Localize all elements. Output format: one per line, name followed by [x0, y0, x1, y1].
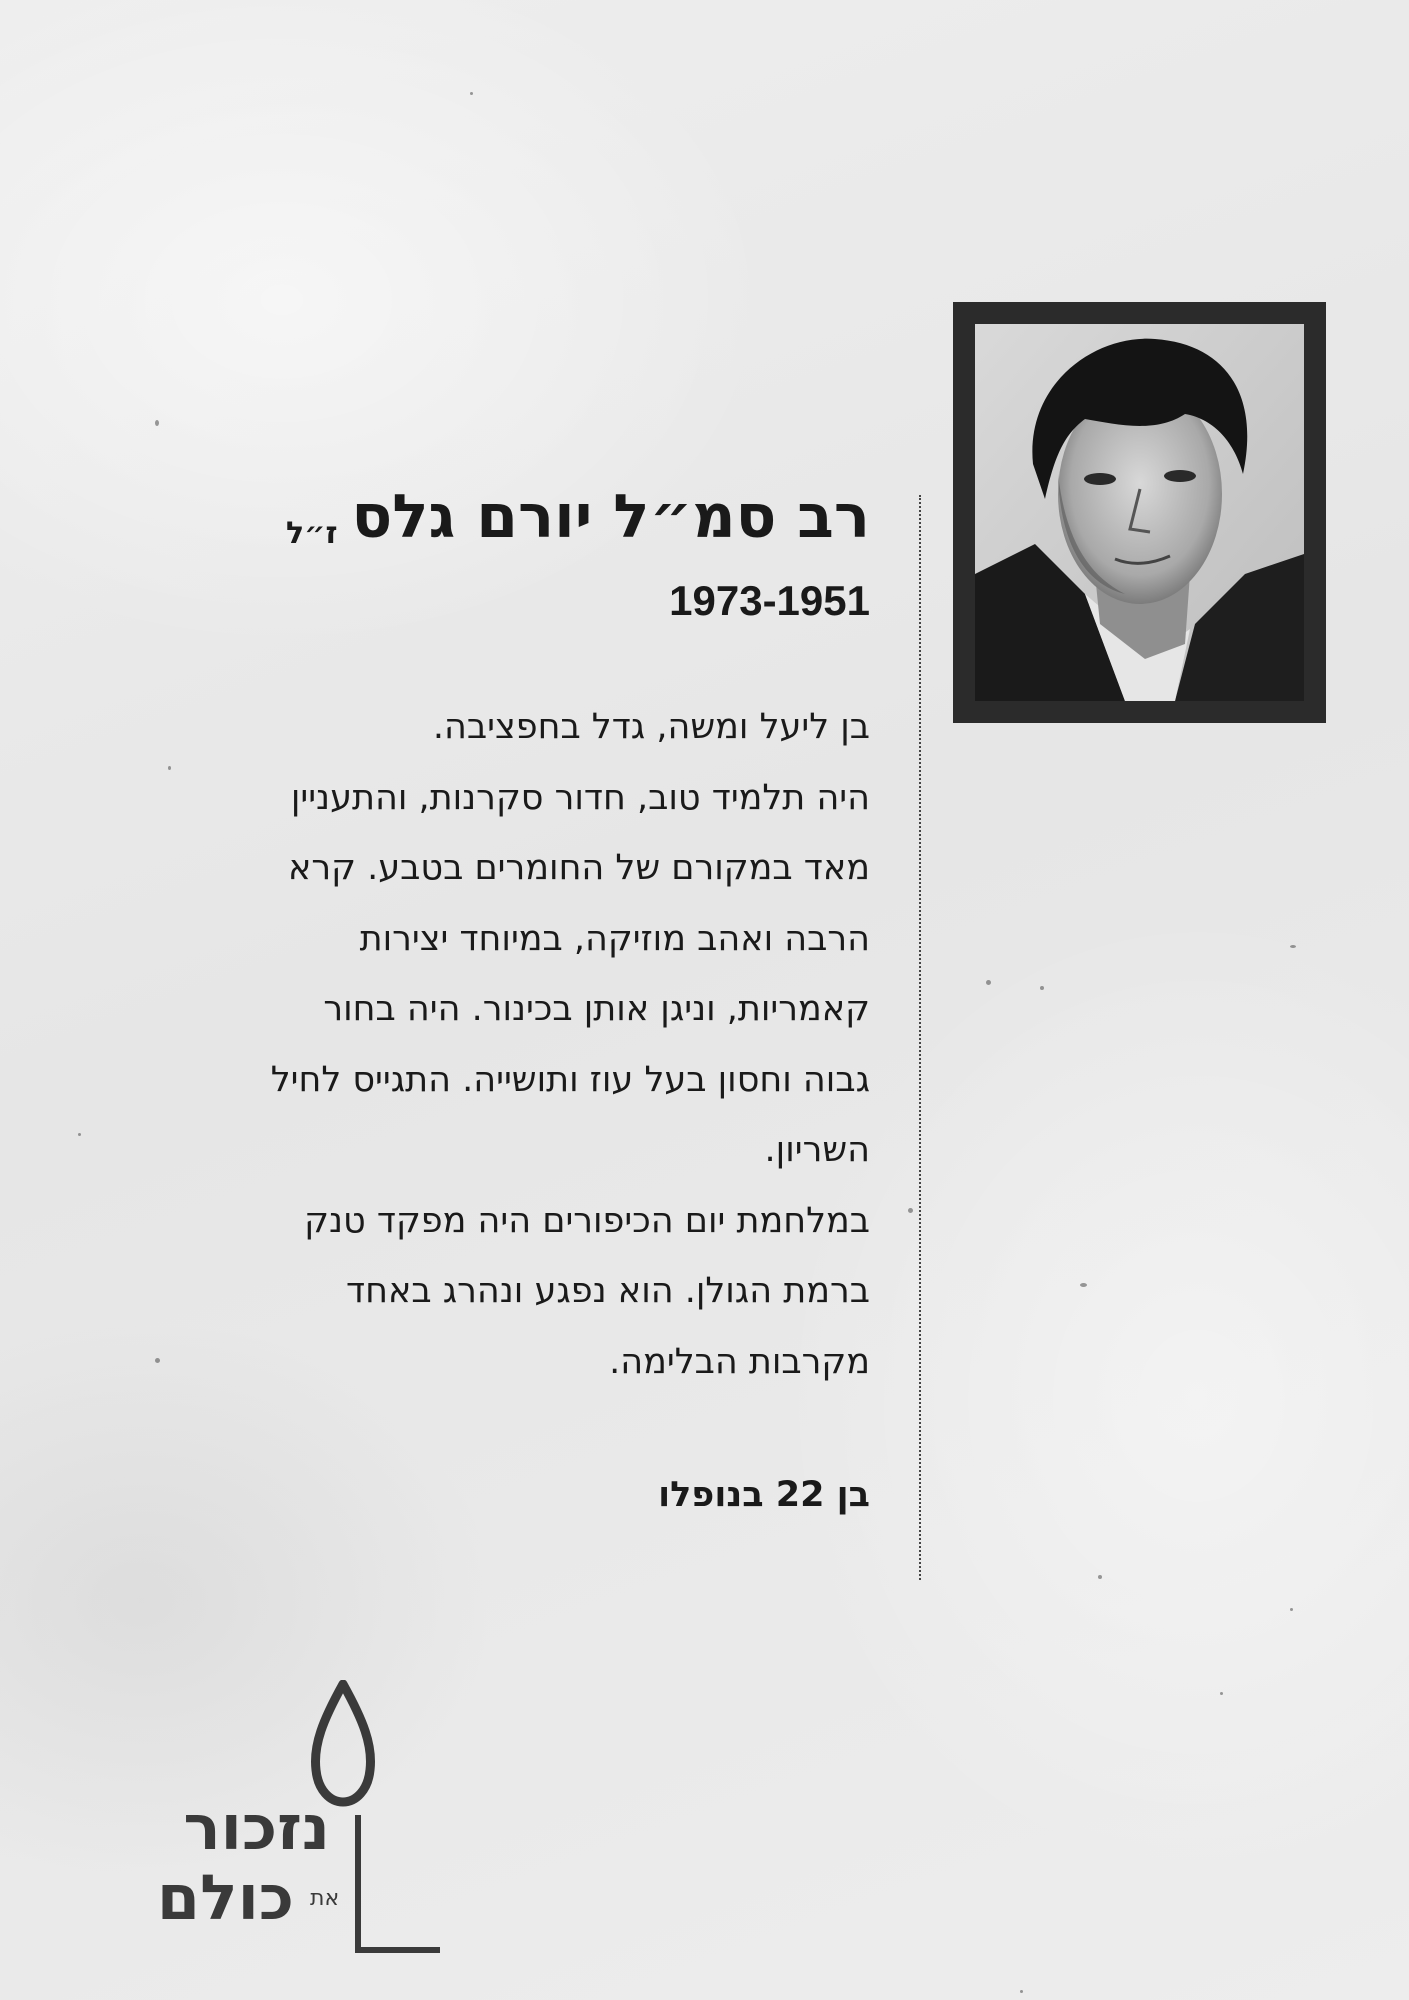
person-name-heading: [150, 482, 870, 569]
honorific-suffix: ז״ל: [286, 516, 338, 551]
bio-line: הרבה ואהב מוזיקה, במיוחד יצירות: [359, 918, 870, 959]
dotted-divider: [919, 495, 921, 1580]
bio-line: קאמריות, וניגן אותן בכינור. היה בחור: [323, 989, 870, 1029]
portrait-photo: [975, 324, 1304, 701]
life-years: 1973-1951: [669, 577, 870, 624]
bio-line: היה תלמיד טוב, חדור סקרנות, והתעניין: [290, 777, 870, 818]
bio-line: מקרבות הבלימה.: [609, 1341, 870, 1382]
logo-word-all: כולם: [156, 1861, 294, 1934]
bio-line: השריון.: [764, 1130, 870, 1170]
memorial-logo: [118, 1680, 458, 1960]
bio-line: במלחמת יום הכיפורים היה מפקד טנק: [304, 1200, 870, 1241]
bio-line: גבוה וחסון בעל עוז ותושייה. התגייס לחיל: [270, 1059, 870, 1100]
person-name: רב סמ״ל יורם גלס: [351, 482, 870, 552]
bio-line: ברמת הגולן. הוא נפגע ונהרג באחד: [346, 1271, 870, 1311]
portrait-frame: [953, 302, 1326, 723]
logo-word-et: את: [310, 1886, 340, 1911]
bio-line: בן ליעל ומשה, גדל בחפציבה.: [432, 707, 870, 747]
bio-line: מאד במקורם של החומרים בטבע. קרא: [288, 848, 870, 888]
age-at-death: בן 22 בנופלו: [658, 1475, 870, 1515]
logo-word-remember: נזכור: [183, 1791, 330, 1864]
biography: [150, 692, 870, 1397]
